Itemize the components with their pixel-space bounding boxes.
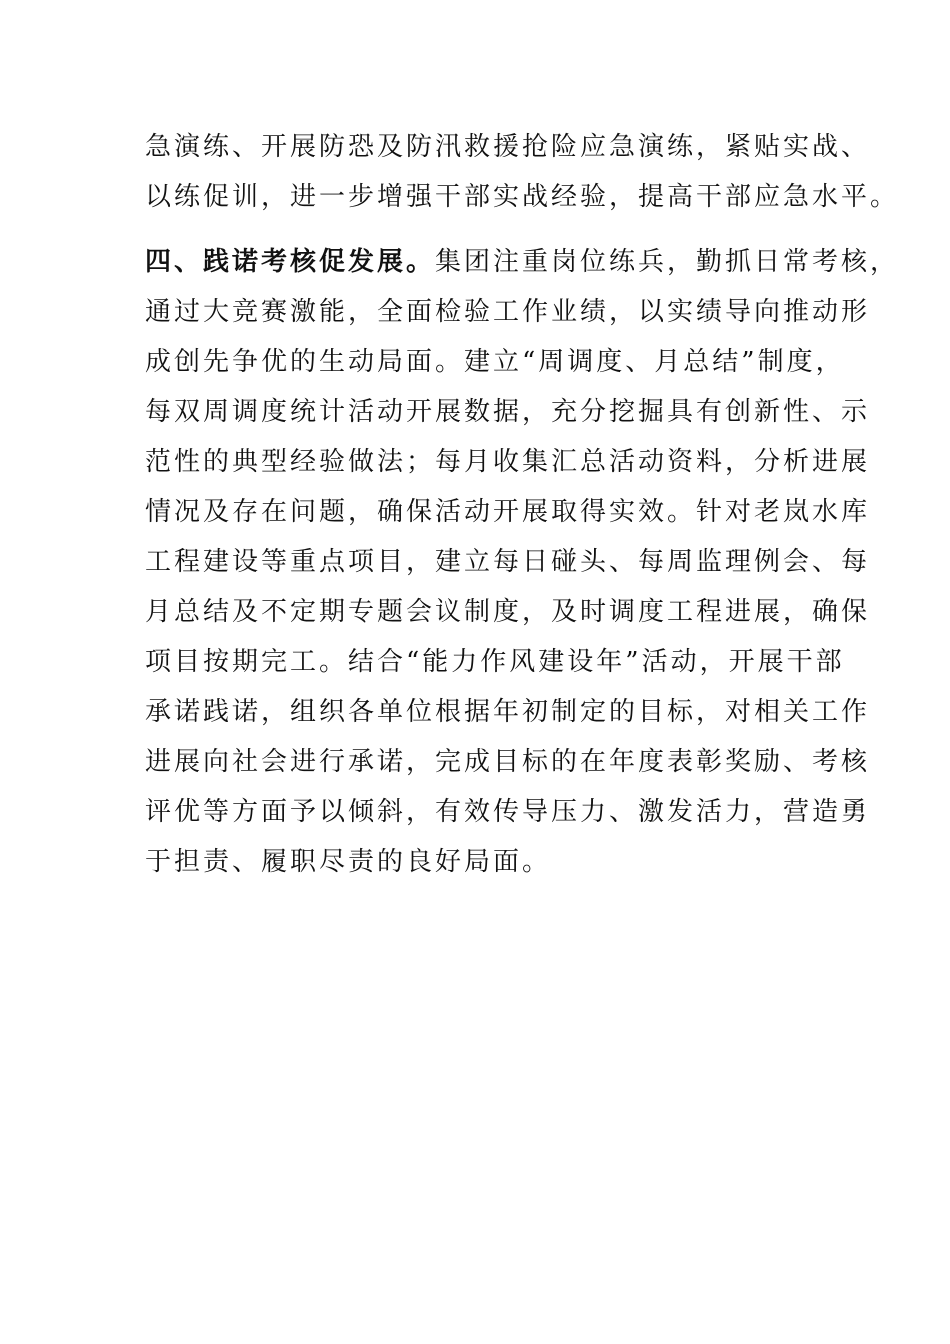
section-4-paragraph	[145, 237, 900, 887]
text-line: 急演练、开展防恐及防汛救援抢险应急演练，紧贴实战、	[145, 132, 871, 162]
section-4-heading: 四、践诺考核促发展。	[145, 247, 436, 277]
text-line: 评优等方面予以倾斜，有效传导压力、激发活力，营造勇	[145, 797, 871, 827]
section-4-first-line	[145, 237, 900, 287]
text-line-rest: 集团注重岗位练兵，勤抓日常考核，	[435, 247, 900, 277]
text-line: 范性的典型经验做法；每月收集汇总活动资料，分析进展	[145, 447, 871, 477]
text-line: 成创先争优的生动局面。建立“周调度、月总结”制度，	[145, 347, 845, 377]
text-line: 以练促训，进一步增强干部实战经验，提高干部应急水平。	[145, 182, 900, 212]
text-line: 工程建设等重点项目，建立每日碰头、每周监理例会、每	[145, 547, 871, 577]
text-line: 月总结及不定期专题会议制度，及时调度工程进展，确保	[145, 597, 871, 627]
paragraph-continuation	[145, 122, 900, 222]
text-line: 通过大竞赛激能，全面检验工作业绩，以实绩导向推动形	[145, 297, 871, 327]
text-line: 于担责、履职尽责的良好局面。	[145, 847, 552, 877]
text-line: 情况及存在问题，确保活动开展取得实效。针对老岚水库	[145, 497, 871, 527]
text-line: 项目按期完工。结合“能力作风建设年”活动，开展干部	[145, 647, 845, 677]
text-line: 进展向社会进行承诺，完成目标的在年度表彰奖励、考核	[145, 747, 871, 777]
text-line: 承诺践诺，组织各单位根据年初制定的目标，对相关工作	[145, 697, 871, 727]
text-line: 每双周调度统计活动开展数据，充分挖掘具有创新性、示	[145, 397, 871, 427]
